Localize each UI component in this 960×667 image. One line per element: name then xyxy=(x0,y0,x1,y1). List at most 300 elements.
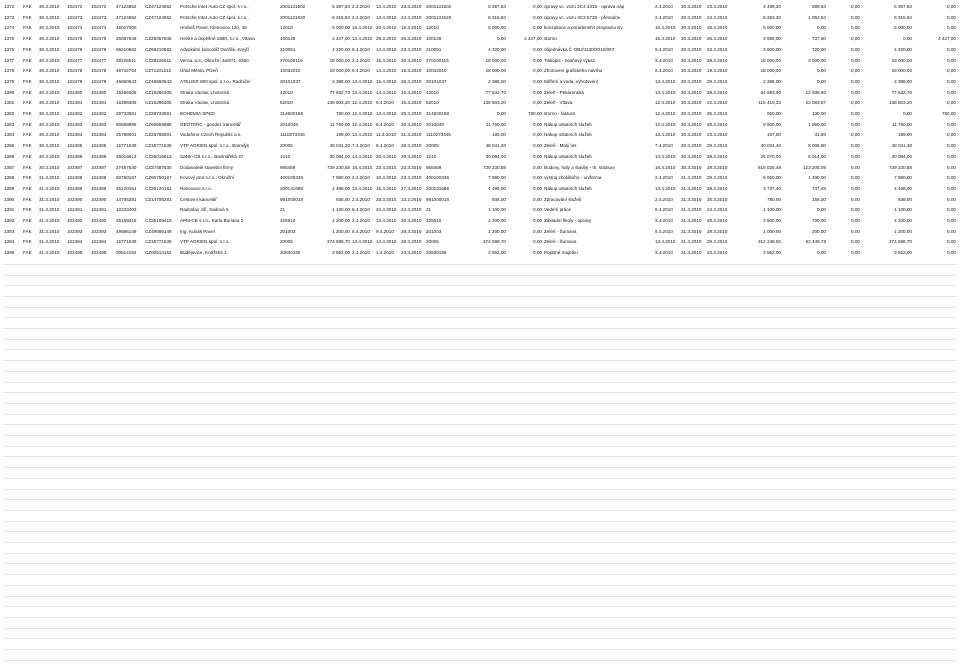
table-row xyxy=(0,56,960,67)
cell-v1: 115 419,33 xyxy=(758,100,781,106)
row-separator xyxy=(4,435,956,436)
cell-ref: 270100115 xyxy=(280,57,303,63)
row-separator xyxy=(4,349,956,350)
cell-ref: 314600168 xyxy=(280,111,303,116)
cell-name: BOHEMIA SPED xyxy=(180,111,215,116)
cell-no: 1375 xyxy=(4,36,15,42)
cell-num2: 102472 xyxy=(91,4,107,9)
cell-code: 14706281 xyxy=(116,196,137,202)
cell-num2: 102475 xyxy=(91,36,107,42)
cell-num1: 102473 xyxy=(67,14,83,20)
cell-zero: 0,00 xyxy=(533,68,542,74)
cell-type: FAK xyxy=(23,207,32,213)
cell-num1: 102482 xyxy=(67,111,83,116)
cell-zero: 0,00 xyxy=(533,196,542,202)
cell-d3: 31.3.2010 xyxy=(401,132,422,138)
cell-no: 1385 xyxy=(4,143,15,149)
table-row xyxy=(0,227,960,238)
cell-no: 1395 xyxy=(4,250,15,256)
cell-ref: 20006 xyxy=(280,239,293,245)
cell-ref: 2001131620 xyxy=(280,14,306,20)
cell-zero: 0,00 xyxy=(533,4,542,9)
cell-num2: 102489 xyxy=(91,185,107,191)
cell-v2: 123 205,09 xyxy=(803,164,826,170)
cell-type: FAK xyxy=(23,25,32,31)
cell-desc: Základní školy - úpravy xyxy=(544,218,592,223)
cell-z1: 0,00 xyxy=(851,164,860,170)
row-separator xyxy=(4,489,956,490)
cell-no: 1388 xyxy=(4,175,15,181)
table-row xyxy=(0,195,960,206)
cell-num2: 102478 xyxy=(91,68,107,74)
cell-d1: 13.4.2010 xyxy=(352,89,373,95)
cell-z2: 0,00 xyxy=(947,239,956,245)
cell-name: Straka Václav, Lhotecká xyxy=(180,89,230,95)
cell-ref2: 2010048 xyxy=(426,121,444,127)
cell-ico: CZ47124652 xyxy=(145,4,172,9)
cell-zero: 0,00 xyxy=(533,14,542,20)
cell-amt2: 3 552,00 xyxy=(488,250,506,256)
cell-no: 1393 xyxy=(4,228,15,234)
cell-code: 29733591 xyxy=(116,111,137,116)
cell-no: 1394 xyxy=(4,239,15,245)
cell-code: 60659898 xyxy=(116,121,137,127)
cell-ref: 2010048 xyxy=(280,121,298,127)
cell-code: 47124652 xyxy=(116,4,137,9)
row-separator xyxy=(4,392,956,393)
cell-z1: 0,00 xyxy=(851,121,860,127)
table-row xyxy=(0,205,960,216)
cell-ref2: 100149 xyxy=(426,36,442,42)
cell-no: 1387 xyxy=(4,164,15,170)
cell-dd1: 2.4.2010 xyxy=(655,14,673,20)
cell-v2: 62 449,78 xyxy=(805,239,826,245)
table-row xyxy=(0,120,960,131)
cell-num2: 102483 xyxy=(91,121,107,127)
cell-amt2: 739 230,58 xyxy=(483,164,506,170)
cell-num2: 102494 xyxy=(91,239,107,245)
cell-dd2: 30.3.2010 xyxy=(681,68,702,74)
cell-code: 26057646 xyxy=(116,36,137,42)
cell-d1: 13.4.2010 xyxy=(352,36,373,42)
cell-type: FAK xyxy=(23,239,32,245)
cell-dd2: 31.3.2010 xyxy=(681,196,702,202)
cell-type: FAK xyxy=(23,175,32,181)
cell-dd3: 26.3.2010 xyxy=(707,218,728,223)
cell-date: 31.3.2010 xyxy=(39,196,60,202)
cell-num2: 102486 xyxy=(91,153,107,159)
cell-num1: 102474 xyxy=(67,25,83,31)
cell-num1: 102485 xyxy=(67,143,83,149)
cell-d2: 20.4.2010 xyxy=(376,25,397,31)
cell-dd2: 31.3.2010 xyxy=(681,175,702,181)
row-separator xyxy=(4,531,956,532)
cell-ref2: 991000018 xyxy=(426,196,449,202)
cell-type: FAK xyxy=(23,36,32,42)
cell-dd3: 29.3.2010 xyxy=(707,239,728,245)
cell-dd2: 30.3.2010 xyxy=(681,46,702,52)
cell-d3: 29.3.2010 xyxy=(401,228,422,234)
table-row xyxy=(0,88,960,99)
cell-type: FAK xyxy=(23,185,32,191)
cell-d1: 2.4.2010 xyxy=(352,14,370,20)
cell-amount: 18 000,00 xyxy=(329,57,350,63)
cell-v3: 30 084,00 xyxy=(891,153,912,159)
cell-v2: 0,00 xyxy=(817,78,826,84)
cell-d1: 16.4.2010 xyxy=(352,164,373,170)
cell-dd3: 29.3.2010 xyxy=(707,57,728,63)
cell-ico: CZ27467530 xyxy=(145,164,172,170)
cell-dd2: 30.3.2010 xyxy=(681,89,702,95)
cell-zero: 0,00 xyxy=(533,250,542,256)
cell-num2: 102482 xyxy=(91,111,107,116)
cell-ref2: 42010 xyxy=(426,89,439,95)
cell-ico: CZ29733591 xyxy=(145,111,172,116)
cell-dd1: 13.4.2010 xyxy=(655,239,676,245)
cell-dd3: 24.3.2010 xyxy=(707,207,728,213)
cell-z1: 0,00 xyxy=(851,68,860,74)
cell-zero: 0,00 xyxy=(533,143,542,149)
cell-dd3: 23.3.2010 xyxy=(707,46,728,52)
cell-z1: 0,00 xyxy=(851,143,860,149)
cell-v3: 4 200,00 xyxy=(894,218,912,223)
row-separator xyxy=(4,628,956,629)
cell-code: 66210682 xyxy=(116,46,137,52)
table-row xyxy=(0,163,960,174)
cell-zero: 0,00 xyxy=(533,25,542,31)
cell-num1: 102486 xyxy=(67,153,83,159)
cell-amt2: 138 503,20 xyxy=(483,100,506,106)
cell-d3: 16.3.2010 xyxy=(401,89,422,95)
cell-ref2: 325510 xyxy=(426,218,442,223)
cell-dd1: 7.4.2010 xyxy=(655,143,673,149)
cell-d2: 15.4.2010 xyxy=(376,78,397,84)
cell-z2: 0,00 xyxy=(947,57,956,63)
cell-amount: 4 427,00 xyxy=(332,36,350,42)
table-row xyxy=(0,130,960,141)
cell-z1: 0,00 xyxy=(851,4,860,9)
cell-dd2: 31.3.2010 xyxy=(681,250,702,256)
cell-name: Renovace s.r.o. xyxy=(180,185,212,191)
cell-d1: 13.4.2010 xyxy=(352,185,373,191)
cell-name: Straka Václav, Lhotecká xyxy=(180,100,230,106)
cell-num1: 102477 xyxy=(67,57,83,63)
cell-v2: 3 000,00 xyxy=(808,57,826,63)
cell-d3: 29.3.2010 xyxy=(401,153,422,159)
cell-v2: 8 006,90 xyxy=(808,143,826,149)
cell-ref2: 20006 xyxy=(426,239,439,245)
cell-no: 1381 xyxy=(4,100,15,106)
cell-ref2: 1110273445 xyxy=(426,132,451,138)
cell-d3: 24.3.2010 xyxy=(401,207,422,213)
cell-name: GEOTERC - geodet. kancelář xyxy=(180,121,241,127)
cell-v1: 3 552,00 xyxy=(763,250,781,256)
cell-v3: 1 100,00 xyxy=(894,207,912,213)
cell-v1: 5 000,00 xyxy=(763,25,781,31)
cell-d1: 9.4.2010 xyxy=(352,46,370,52)
cell-ref2: 2001131620 xyxy=(426,14,452,20)
cell-ico: CZ46660543 xyxy=(145,78,172,84)
cell-z1: 0,00 xyxy=(851,100,860,106)
table-row xyxy=(0,98,960,109)
cell-ref: 20830156 xyxy=(280,250,301,256)
cell-num1: 102488 xyxy=(67,175,83,181)
cell-date: 31.3.2010 xyxy=(39,228,60,234)
cell-zero: 780,00 xyxy=(527,111,542,116)
row-separator xyxy=(4,382,956,383)
cell-ref: 965459 xyxy=(280,164,296,170)
cell-z2: 0,00 xyxy=(947,14,956,20)
cell-dd3: 19.3.2010 xyxy=(707,68,728,74)
cell-d2: 14.4.2010 xyxy=(376,46,397,52)
cell-amt2: 30 084,00 xyxy=(485,153,506,159)
cell-d3: 26.3.2010 xyxy=(401,121,422,127)
cell-v2: 737,80 xyxy=(811,36,826,42)
cell-ref2: 21 xyxy=(426,207,432,213)
cell-ico: CZ28226511 xyxy=(145,57,172,63)
cell-z2: 780,00 xyxy=(941,111,956,116)
cell-d3: 23.3.2010 xyxy=(401,175,422,181)
cell-amt2: 1 200,00 xyxy=(488,228,506,234)
cell-zero: 0,00 xyxy=(533,164,542,170)
cell-type: FAK xyxy=(23,78,32,84)
cell-zero: 0,00 xyxy=(533,185,542,191)
cell-amt2: 5 000,00 xyxy=(488,25,506,31)
cell-type: FAK xyxy=(23,68,32,74)
cell-ref: 991000018 xyxy=(280,196,303,202)
cell-dd2: 31.3.2010 xyxy=(681,239,702,245)
cell-v1: 650,00 xyxy=(766,111,781,116)
cell-d1: 7.4.2010 xyxy=(352,143,370,149)
cell-ref2: 52010 xyxy=(426,100,439,106)
row-separator xyxy=(4,638,956,639)
cell-desc: Měření a voda, vyhotovení xyxy=(544,78,599,84)
cell-d2: 8.4.2010 xyxy=(376,121,394,127)
cell-desc: Nákup ostatních služeb xyxy=(544,185,592,191)
cell-d3: 16.3.2010 xyxy=(401,100,422,106)
cell-z2: 0,00 xyxy=(947,68,956,74)
cell-dd1: 13.4.2010 xyxy=(655,185,676,191)
cell-dd1: 8.4.2010 xyxy=(655,207,673,213)
cell-desc: Zeleň - Pekárenská xyxy=(544,89,584,95)
row-separator xyxy=(4,596,956,597)
cell-num1: 102484 xyxy=(67,132,83,138)
cell-ref: 12010 xyxy=(280,25,293,31)
cell-desc: storno xyxy=(544,36,557,42)
cell-d1: 13.4.2010 xyxy=(352,78,373,84)
cell-ref: 2001131502 xyxy=(280,4,306,9)
cell-d2: 14.4.2010 xyxy=(376,89,397,95)
cell-code: 26016613 xyxy=(116,153,137,159)
cell-type: FAK xyxy=(23,121,32,127)
cell-d3: 19.3.2010 xyxy=(401,68,422,74)
cell-amount: 4 498,00 xyxy=(332,185,350,191)
cell-num1: 102492 xyxy=(67,218,83,223)
cell-z1: 0,00 xyxy=(851,153,860,159)
cell-z2: 0,00 xyxy=(947,121,956,127)
cell-type: FAK xyxy=(23,111,32,116)
cell-v1: 3 689,00 xyxy=(763,36,781,42)
cell-date: 30.3.2010 xyxy=(39,25,60,31)
cell-v3: 936,00 xyxy=(897,196,912,202)
row-separator xyxy=(4,307,956,308)
cell-code: 27467530 xyxy=(116,164,137,170)
cell-d2: 13.4.2010 xyxy=(376,111,397,116)
cell-z2: 0,00 xyxy=(947,143,956,149)
cell-zero: 0,00 xyxy=(533,78,542,84)
cell-dd3: 26.3.2010 xyxy=(707,36,728,42)
cell-z2: 0,00 xyxy=(947,100,956,106)
cell-amt2: 18 000,00 xyxy=(485,57,506,63)
cell-z1: 0,00 xyxy=(851,36,860,42)
row-separator xyxy=(4,264,956,265)
cell-v1: 3 500,00 xyxy=(763,218,781,223)
table-row xyxy=(0,2,960,13)
cell-v3: 138 503,20 xyxy=(889,100,912,106)
cell-num2: 102491 xyxy=(91,207,107,213)
cell-dd3: 23.3.2010 xyxy=(707,4,728,9)
cell-z1: 0,00 xyxy=(851,89,860,95)
cell-v3: 5 000,00 xyxy=(894,25,912,31)
cell-desc: storno - faktura xyxy=(544,111,575,116)
cell-no: 1391 xyxy=(4,207,15,213)
cell-dd2: 31.3.2010 xyxy=(681,185,702,191)
cell-v2: 156,00 xyxy=(811,196,826,202)
cell-amount: 18 000,00 xyxy=(329,68,350,74)
cell-v1: 3 600,00 xyxy=(763,46,781,52)
cell-d3: 29.3.2010 xyxy=(401,143,422,149)
cell-type: FAK xyxy=(23,100,32,106)
cell-v3: 2 388,00 xyxy=(894,78,912,84)
cell-name: Dodavatelé stavební firmy xyxy=(180,164,234,170)
cell-dd3: 25.3.2010 xyxy=(707,196,728,202)
cell-type: FAK xyxy=(23,164,32,170)
cell-dd2: 30.3.2010 xyxy=(681,100,702,106)
cell-d2: 16.4.2010 xyxy=(376,185,397,191)
cell-no: 1380 xyxy=(4,89,15,95)
cell-amount: 77 632,70 xyxy=(329,89,350,95)
cell-d2: 9.4.2010 xyxy=(376,100,394,106)
cell-dd2: 31.3.2010 xyxy=(681,228,702,234)
row-separator xyxy=(4,606,956,607)
cell-num1: 102490 xyxy=(67,196,83,202)
cell-dd2: 30.3.2010 xyxy=(681,14,702,20)
cell-dd2: 30.3.2010 xyxy=(681,132,702,138)
cell-amount: 2 388,00 xyxy=(332,78,350,84)
cell-desc: objednávka č. OBJ/1130/2010/097 xyxy=(544,46,615,52)
row-separator xyxy=(4,542,956,543)
cell-ico: CZ15771539 xyxy=(145,143,172,149)
cell-ref: 100149 xyxy=(280,36,296,42)
cell-dd2: 30.3.2010 xyxy=(681,153,702,159)
cell-v1: 18 000,00 xyxy=(760,68,781,74)
cell-num2: 102492 xyxy=(91,218,107,223)
cell-dd1: 9.4.2010 xyxy=(655,46,673,52)
cell-code: 16286305 xyxy=(116,89,137,95)
cell-num1: 102487 xyxy=(67,164,83,170)
row-separator xyxy=(4,371,956,372)
cell-amt2: 936,00 xyxy=(491,196,506,202)
cell-ref2: 200131686 xyxy=(426,185,449,191)
cell-type: FAK xyxy=(23,153,32,159)
cell-dd2: 30.3.2010 xyxy=(681,111,702,116)
cell-amount: 48 041,30 xyxy=(329,143,350,149)
cell-dd1: 2.4.2010 xyxy=(655,4,673,9)
table-row xyxy=(0,77,960,88)
cell-v3: 374 698,70 xyxy=(889,239,912,245)
cell-amt2: 18 000,00 xyxy=(485,68,506,74)
cell-amount: 138 503,20 xyxy=(327,100,350,106)
cell-type: FAK xyxy=(23,57,32,63)
cell-name: Radoslav Jiří, Sadová 5 xyxy=(180,207,229,213)
cell-desc: Zhotovení grafického návrhu xyxy=(544,68,603,74)
cell-zero: 0,00 xyxy=(533,175,542,181)
table-row xyxy=(0,152,960,163)
cell-dd3: 25.3.2010 xyxy=(707,111,728,116)
cell-z2: 0,00 xyxy=(947,175,956,181)
cell-desc: Budovy, haly a stavby - III. stádium xyxy=(544,164,615,170)
cell-z1: 0,00 xyxy=(851,250,860,256)
cell-num2: 102484 xyxy=(91,132,107,138)
row-separator xyxy=(4,617,956,618)
cell-ref: 400100336 xyxy=(280,175,303,181)
cell-v1: 616 025,48 xyxy=(758,164,781,170)
cell-amt2: 4 320,00 xyxy=(488,46,506,52)
cell-no: 1373 xyxy=(4,14,15,20)
cell-v2: 23 083,87 xyxy=(805,100,826,106)
cell-v2: 1 960,00 xyxy=(808,121,826,127)
cell-name: APM-CB s.r.o., Karla Buriana 2 xyxy=(180,218,244,223)
cell-no: 1384 xyxy=(4,132,15,138)
cell-dd3: 29.3.2010 xyxy=(707,164,728,170)
cell-ico: CZ47124652 xyxy=(145,14,172,20)
cell-amt2: 7 980,00 xyxy=(488,175,506,181)
cell-v1: 5 263,20 xyxy=(763,14,781,20)
cell-z1: 0,00 xyxy=(851,46,860,52)
cell-ref2: 20101037 xyxy=(426,78,447,84)
row-separator xyxy=(4,275,956,276)
cell-date: 30.3.2010 xyxy=(39,46,60,52)
cell-ref2: 314600168 xyxy=(426,111,449,116)
cell-z2: 0,00 xyxy=(947,4,956,9)
cell-date: 30.3.2010 xyxy=(39,68,60,74)
cell-zero: 0,00 xyxy=(533,207,542,213)
cell-desc: Nákup ostatních služeb xyxy=(544,153,592,159)
table-row xyxy=(0,23,960,34)
cell-d2: 25.3.2010 xyxy=(376,196,397,202)
cell-dd2: 30.3.2010 xyxy=(681,164,702,170)
table-row xyxy=(0,13,960,24)
row-separator xyxy=(4,499,956,500)
cell-code: 15771539 xyxy=(116,143,137,149)
cell-num2: 102485 xyxy=(91,143,107,149)
cell-amt2: 4 200,00 xyxy=(488,218,506,223)
cell-desc: výstroj zbolálního - uniforma xyxy=(544,175,602,181)
cell-zero: 0,00 xyxy=(533,239,542,245)
row-separator xyxy=(4,296,956,297)
cell-v2: 31,50 xyxy=(814,132,826,138)
cell-v3: 77 632,70 xyxy=(891,89,912,95)
cell-z1: 0,00 xyxy=(851,111,860,116)
cell-ref2: 2001131502 xyxy=(426,4,452,9)
cell-v3: 11 760,00 xyxy=(891,121,912,127)
cell-desc: Zpracování služeb xyxy=(544,196,582,202)
cell-amt2: 2 388,00 xyxy=(488,78,506,84)
cell-z2: 0,00 xyxy=(947,185,956,191)
cell-ref: 200131686 xyxy=(280,185,303,191)
cell-code: 25788001 xyxy=(116,132,137,138)
cell-desc: Nákup ostatních služeb xyxy=(544,121,592,127)
